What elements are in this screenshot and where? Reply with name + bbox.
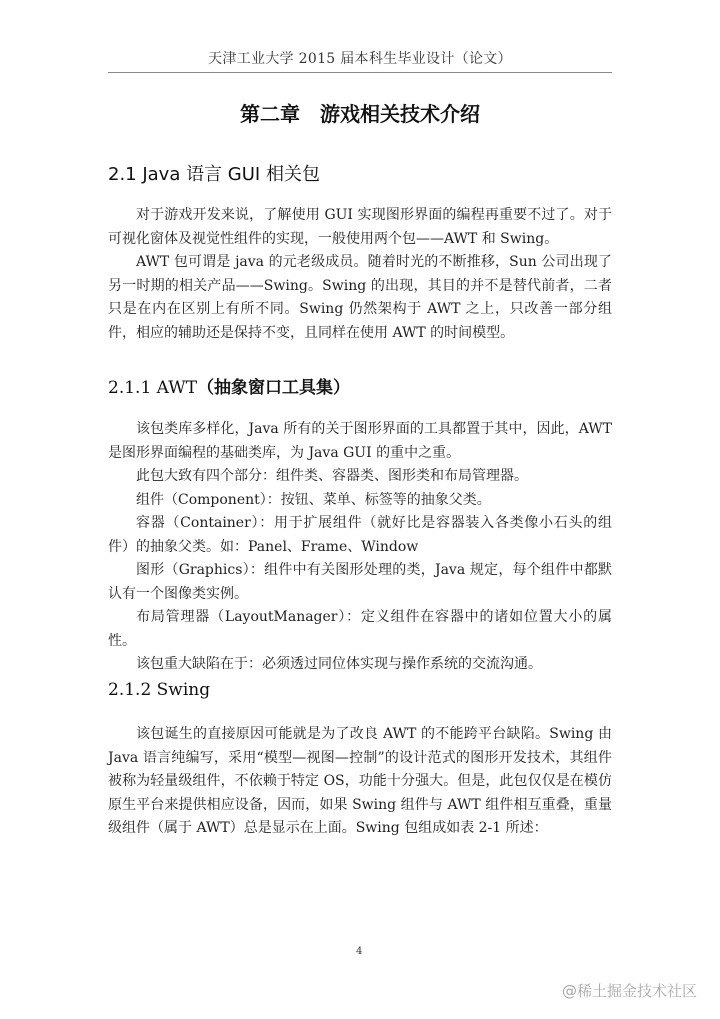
paragraph: 该包重大缺陷在于：必须透过同位体实现与操作系统的交流沟通。 xyxy=(136,656,542,672)
chapter-title: 第二章 游戏相关技术介绍 xyxy=(240,102,480,126)
section-heading-2-1: 2.1 Java 语言 GUI 相关包 xyxy=(108,164,320,185)
paragraph: 对于游戏开发来说，了解使用 GUI 实现图形界面的编程再重要不过了。对于可视化窗体及视觉性组件的实现，一般使用两个包——AWT 和 Swing。 xyxy=(108,207,612,247)
paragraph: 容器（Container）：用于扩展组件（就好比是容器装入各类像小石头的组件）的抽象父类。如：Panel、Frame、Window xyxy=(108,515,612,555)
paragraph: 组件（Component）：按钮、菜单、标签等的抽象父类。 xyxy=(136,491,491,508)
paragraph: 该包类库多样化，Java 所有的关于图形界面的工具都置于其中，因此，AWT 是图形界面编程的基础类库，为 Java GUI 的重中之重。 xyxy=(108,421,612,461)
section-heading-2-1-2: 2.1.2 Swing xyxy=(108,680,211,700)
section-2-1-2-body xyxy=(108,723,612,841)
running-header: 天津工业大学 2015 届本科生毕业设计（论文） xyxy=(208,51,512,67)
section-2-1-body xyxy=(108,204,612,345)
heading-text: （抽象窗口工具集） xyxy=(197,378,351,398)
paragraph: 此包大致有四个部分：组件类、容器类、图形类和布局管理器。 xyxy=(136,468,528,484)
page-number: 4 xyxy=(356,946,363,957)
header-divider xyxy=(108,72,612,73)
section-2-1-1-body xyxy=(108,418,612,677)
heading-number: 2.1.1 AWT xyxy=(108,378,198,398)
paragraph: 布局管理器（LayoutManager）：定义组件在容器中的诸如位置大小的属性。 xyxy=(108,609,612,649)
paragraph: AWT 包可谓是 java 的元老级成员。随着时光的不断推移，Sun 公司出现了另一时期的相关产品——Swing。Swing 的出现，其目的并不是替代前者，二者只是在内在区别上有所不同。Swing 仍然架构于 AWT 之上，只改善一部分组件，相应的辅助还是保持不变，且同样在使用 AWT 的时间模型。 xyxy=(108,254,612,341)
watermark: @稀土掘金技术社区 xyxy=(562,982,698,1000)
paragraph: 图形（Graphics）：组件中有关图形处理的类，Java 规定，每个组件中都默认有一个图像类实例。 xyxy=(108,562,612,602)
paragraph: 该包诞生的直接原因可能就是为了改良 AWT 的不能跨平台缺陷。Swing 由 Java 语言纯编写，采用“模型—视图—控制”的设计范式的图形开发技术，其组件被称为轻量级组件，不依赖于特定 OS，功能十分强大。但是，此包仅仅是在模仿原生平台来提供相应设备，因而，如果 Swing 组件与 AWT 组件相互重叠，重量级组件（属于 AWT）总是显示在上面。Swing 包组成如表 2-1 所述： xyxy=(108,726,612,836)
section-heading-2-1-1 xyxy=(108,373,350,398)
